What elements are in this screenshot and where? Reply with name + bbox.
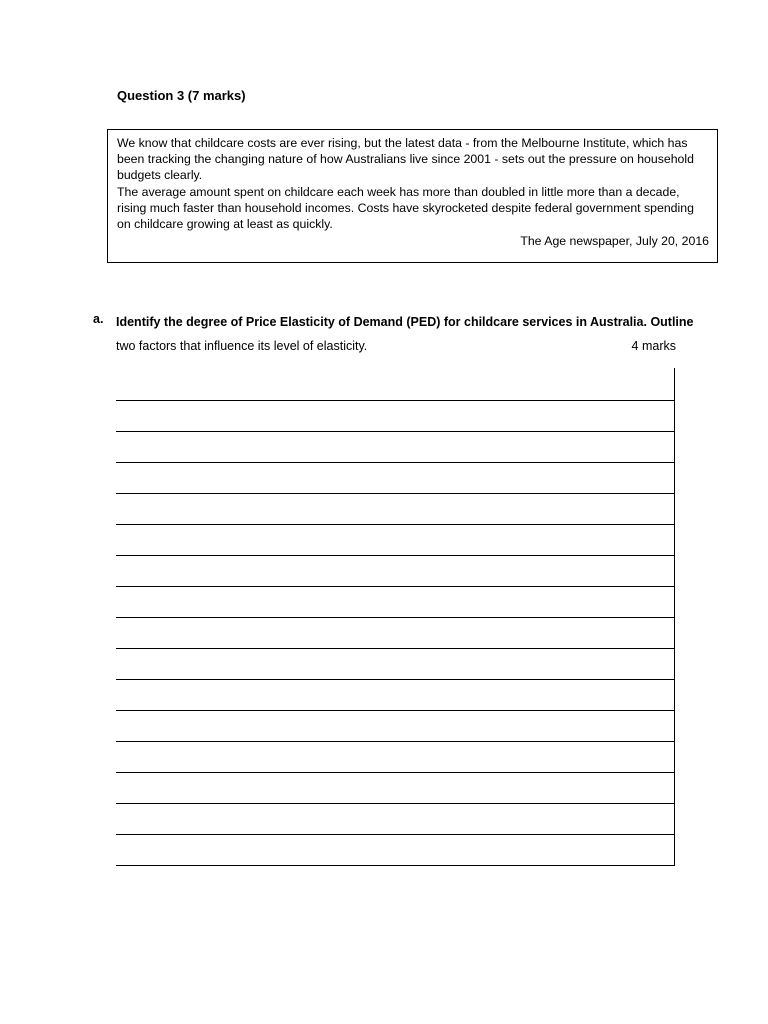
- answer-line: [116, 524, 674, 525]
- answer-line: [116, 710, 674, 711]
- source-paragraph-2: The average amount spent on childcare each week has more than doubled in little more than a decade, rising much faster than household incomes. Costs have skyrocketed despite federal government spending on childcare growing at least as quickly.: [117, 184, 694, 232]
- answer-line: [116, 648, 674, 649]
- part-a-label: a.: [93, 312, 104, 326]
- answer-line: [116, 741, 674, 742]
- part-a-text-2: two factors that influence its level of elasticity.: [116, 339, 368, 353]
- answer-line: [116, 617, 674, 618]
- answer-line: [116, 431, 674, 432]
- answer-line: [116, 586, 674, 587]
- answer-line: [116, 400, 674, 401]
- part-a-marks: 4 marks: [631, 339, 676, 353]
- answer-line: [116, 834, 674, 835]
- part-a-line-2: [116, 334, 676, 358]
- source-paragraph-1: We know that childcare costs are ever rising, but the latest data - from the Melbourne Institute, which has been tracking the changing nature of how Australians live since 2001 - sets out the pressure on household budgets clearly.: [117, 136, 694, 183]
- answer-line: [116, 493, 674, 494]
- question-title: Question 3 (7 marks): [117, 88, 246, 103]
- part-a-identify: Identify: [116, 315, 161, 329]
- answer-line: [116, 772, 674, 773]
- part-a-outline: Outline: [650, 315, 694, 329]
- answer-line: [116, 865, 674, 866]
- part-a-text-1: the degree of Price Elasticity of Demand (PED) for childcare services in Australia.: [160, 315, 651, 329]
- answer-line: [116, 803, 674, 804]
- source-attribution: The Age newspaper, July 20, 2016: [520, 234, 709, 249]
- part-a-question: [116, 310, 694, 358]
- answer-line: [116, 679, 674, 680]
- answer-writing-area[interactable]: [116, 368, 675, 866]
- source-extract-box: [107, 129, 718, 263]
- answer-line: [116, 555, 674, 556]
- answer-line: [116, 462, 674, 463]
- part-a-line-1: [116, 310, 694, 334]
